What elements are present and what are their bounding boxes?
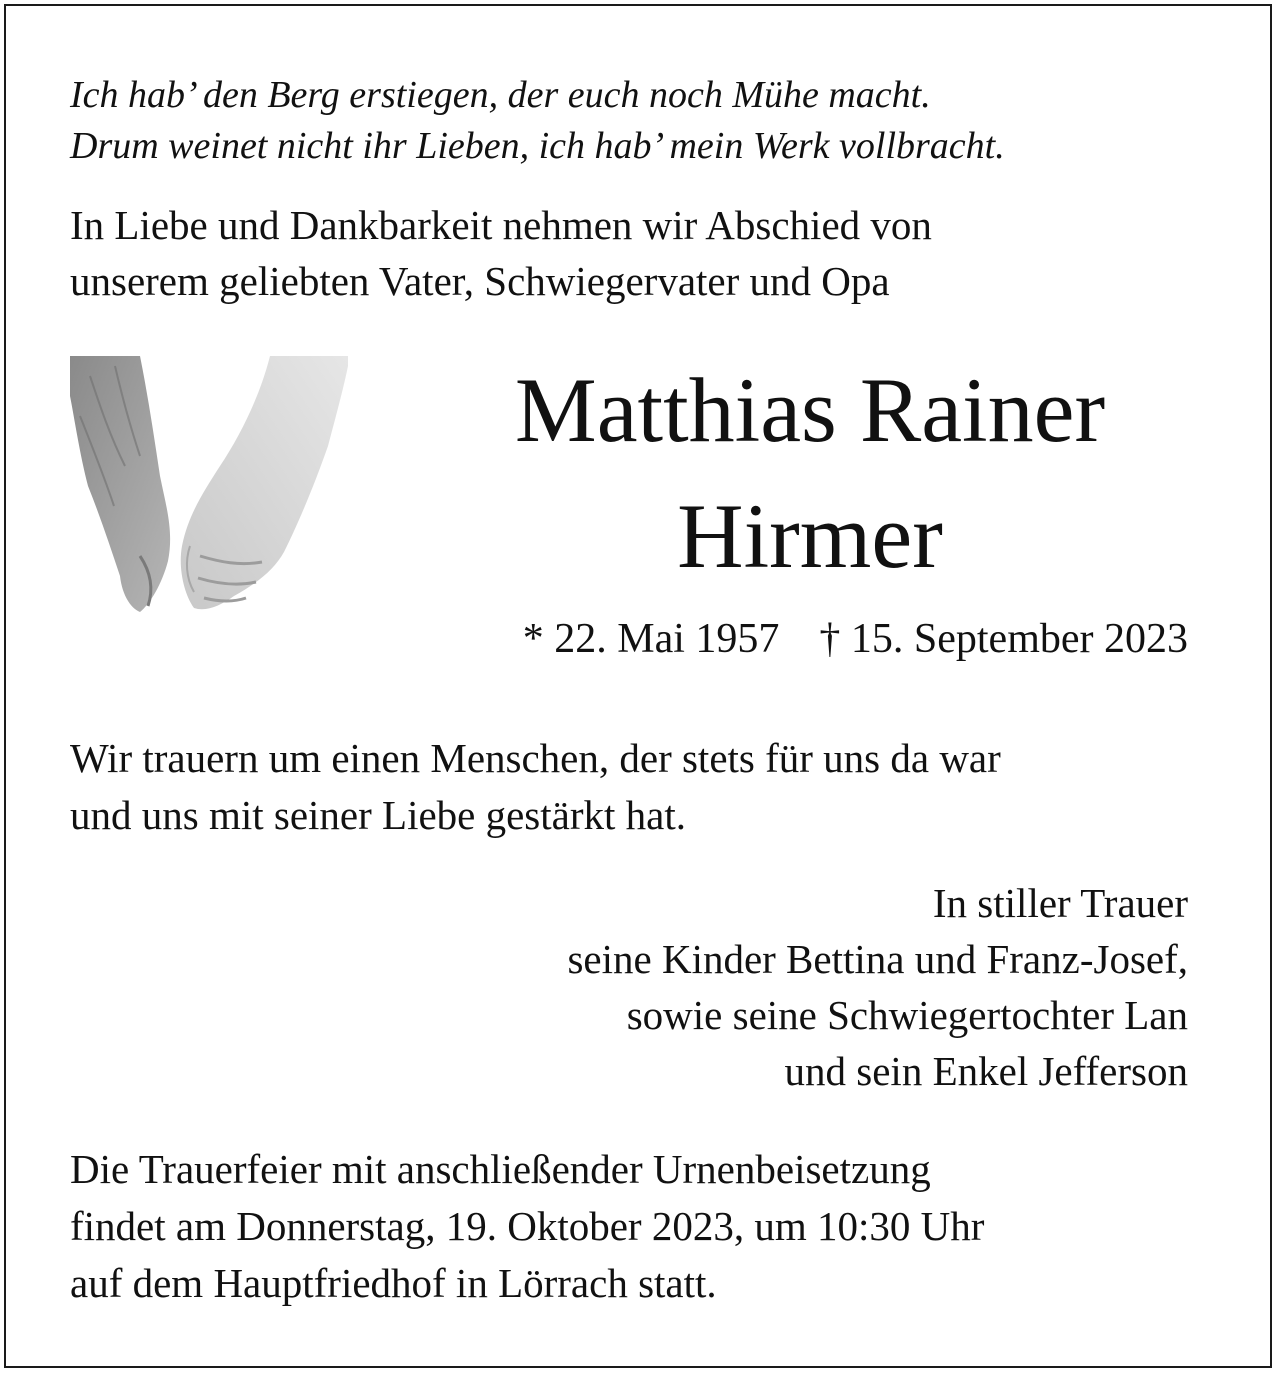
- tribute-line-2: und uns mit seiner Liebe gestärkt hat.: [70, 792, 686, 838]
- intro-line-1: In Liebe und Dankbarkeit nehmen wir Abschied von: [70, 202, 932, 248]
- service-line-1: Die Trauerfeier mit anschließender Urnenbeisetzung: [70, 1146, 931, 1192]
- mourners-line-1: In stiller Trauer: [932, 880, 1188, 926]
- intro-line-2: unserem geliebten Vater, Schwiegervater und Opa: [70, 258, 890, 304]
- quote-line-2: Drum weinet nicht ihr Lieben, ich hab’ mein Werk vollbracht.: [70, 125, 1005, 167]
- mourners-line-2: seine Kinder Bettina und Franz-Josef,: [567, 936, 1188, 982]
- mourners-line-4: und sein Enkel Jefferson: [784, 1048, 1188, 1094]
- deceased-first-names: Matthias Rainer: [514, 359, 1106, 461]
- holding-hands-photo: [70, 356, 348, 618]
- quote-line-1: Ich hab’ den Berg erstiegen, der euch noch Mühe macht.: [70, 74, 931, 116]
- mourners-line-3: sowie seine Schwiegertochter Lan: [626, 992, 1188, 1038]
- deceased-surname: Hirmer: [677, 485, 943, 587]
- tribute-line-1: Wir trauern um einen Menschen, der stets für uns da war: [70, 735, 1001, 781]
- life-dates: [523, 614, 1188, 664]
- death-date: † 15. September 2023: [819, 616, 1188, 662]
- service-line-3: auf dem Hauptfriedhof in Lörrach statt.: [70, 1260, 717, 1306]
- birth-date: * 22. Mai 1957: [522, 616, 780, 662]
- service-line-2: findet am Donnerstag, 19. Oktober 2023, um 10:30 Uhr: [70, 1203, 985, 1249]
